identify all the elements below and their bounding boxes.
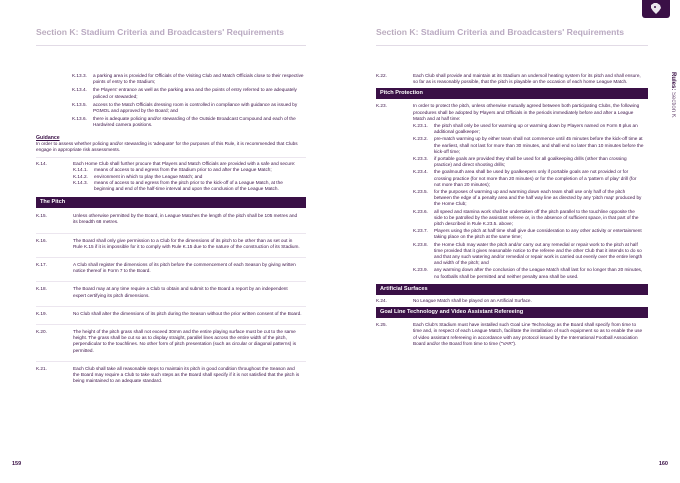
rule-k23: K.23. In order to protect the pitch, unless otherwise mutually agreed between both participating Clubs, the following procedures shall be adopted by Players and Officials in the periods immediately before and after a League Match and at half time: K.23.1. the pitch shall only be used for warming up or warming down by Players named on Form 8 plus an additional goalkeeper; K.23.2. pre-match warming up by either team shall not commence until 45 minutes before the kick-off time at the earliest, shall not last for more than 30 minutes, and shall end no later than 10 minutes before the kick-off time; K.23.3. if portable goals are provided they shall be used for all goalkeeping drills (other than crossing practice) and direct shooting drills; K.23.4. the goalmouth area shall be used by goalkeepers only if portable goals are not provided or for crossing practice (for not more than 20 minutes) or for the completion of a 'pattern of play' drill (for not more than 20 minutes); K.23.5. for the purposes of warming up and warming down each team shall use only half of the pitch between the edge of a penalty area and the half way line as directed by any 'pitch map' produced by the Home Club; K.23.6. all speed and stamina work shall be undertaken off the pitch parallel to the touchline opposite the side to be patrolled by the assistant referee or, in the absence of sufficient space, in that part of the pitch described in Rule K.23.5. above; K.23.7. Players using the pitch at half time shall give due consideration to any other activity or entertainment taking place on the pitch at the same time; K.23.8. the Home Club may water the pitch and/or carry out any remedial or repair work to the pitch at half time provided that it gives reasonable notice to the referee and the other Club that it intends to do so and that any such watering and/or remedial or repair work is carried out evenly over the entire length and width of the pitch; and K.23.9. any warming down after the conclusion of the League Match shall last for no longer than 20 minutes, no footballs shall be permitted and neither penalty area shall be used.: [376, 103, 644, 279]
page-number: 159: [12, 461, 22, 467]
guidance-text: In order to assess whether policing and/or stewarding is 'adequate' for the purposes of this Rule, it is recommended that Clubs engage in appropriate risk assessments.: [36, 140, 298, 153]
right-content: [376, 73, 648, 347]
list-item: K.23.6. all speed and stamina work shall be undertaken off the pitch parallel to the touchline opposite the side to be patrolled by the assistant referee or, in the absence of sufficient space, in that part of the pitch described in Rule K.23.5. above;: [413, 208, 639, 227]
list-item: K.23.1. the pitch shall only be used for warming up or warming down by Players named on Form 8 plus an additional goalkeeper;: [413, 123, 638, 135]
section-band-goal-line-technology: Goal Line Technology and Video Assistant Refereeing: [376, 307, 648, 318]
list-item: K.14.2. environment in which to play the League Match; and: [73, 173, 203, 179]
rule-k18: K.18. The Board may at any time require a Club to obtain and submit to the Board a report by an independent expert certifying its pitch dimensions.: [36, 281, 306, 298]
list-item: K.13.4. the Players' entrance as well as the parking area and the points of entry referred to are adequately policed or stewarded;: [72, 87, 297, 99]
k13-subitems: [36, 73, 306, 129]
section-band-the-pitch: The Pitch: [36, 197, 306, 208]
page-number: 160: [658, 461, 668, 467]
section-header: Section K: Stadium Criteria and Broadcasters' Requirements: [376, 27, 624, 37]
list-item: K.23.9. any warming down after the conclusion of the League Match shall last for no longer than 20 minutes, no footballs shall be permitted and neither penalty area shall be used.: [413, 267, 643, 279]
list-item: K.23.3. if portable goals are provided they shall be used for all goalkeeping drills (other than crossing practice) and direct shooting drills;: [413, 156, 627, 168]
lion-crest-icon: [642, 0, 670, 18]
rule-k14: K.14. Each Home Club shall further procure that Players and Match Officials are provided with a safe and secure: K.14.1. means of access to and egress from the Stadium prior to and after the League Match; K.14.2. environment in which to play the League Match; and K.14.3. means of access to and egress from the pitch prior to the kick-off of a League Match, at the beginning and end of the half-time interval and upon the conclusion of the League Match.: [36, 157, 306, 192]
rule-k24: K.24. No League Match shall be played on an Artificial Surface.: [376, 297, 532, 303]
rule-k25: K.25. Each Club's Stadium must have installed such Goal Line Technology as the Board shall specify from time to time and, in respect of each League Match, facilitate the installation of such equipment so as to enable the use of video assistant refereeing in accordance with any protocol issued by the International Football Association Board and/or the Board from time to time ("VAR").: [376, 322, 643, 346]
rule-k17: K.17. A Club shall register the dimensions of its pitch before the commencement of each Season by giving written notice thereof in Form 7 to the Board.: [36, 257, 306, 274]
list-item: K.14.3. means of access to and egress from the pitch prior to the kick-off of a League Match, at the beginning and end of the half-time interval and upon the conclusion of the League Match.: [73, 179, 283, 192]
list-item: K.13.5. access to the Match Officials dressing room is controlled in compliance with guidance as issued by PGMOL and approved by the Board; and: [72, 101, 298, 114]
list-item: K.23.7. Players using the pitch at half time shall give due consideration to any other activity or entertainment taking place on the pitch at the same time;: [413, 228, 642, 240]
guidance-title: Guidance: [36, 134, 60, 141]
list-item: K.14.1. means of access to and egress from the Stadium prior to and after the League Match;: [73, 167, 272, 173]
section-header: Section K: Stadium Criteria and Broadcasters' Requirements: [36, 27, 284, 37]
rule-k19: K.19. No Club shall alter the dimensions of its pitch during the Season without the prior written consent of the Board.: [36, 306, 306, 317]
list-item: K.13.3. a parking area is provided for Officials of the Visiting Club and Match Officials close to their respective points of entry to the Stadium;: [72, 73, 304, 85]
list-item: K.13.6. there is adequate policing and/or stewarding of the Outside Broadcast Compound and each of the Hardwired camera positions.: [72, 116, 296, 128]
header-rule: [376, 45, 648, 46]
header-rule: [36, 45, 306, 46]
list-item: K.23.4. the goalmouth area shall be used by goalkeepers only if portable goals are not provided or for crossing practice (for not more than 20 minutes) or for the completion of a 'pattern of play' drill (for not more than 20 minutes);: [413, 169, 637, 187]
rule-k20: K.20. The height of the pitch grass shall not exceed 30mm and the entire playing surface must be cut to the same height. The grass shall be cut so as to display straight, parallel lines across the entire width of the pitch, perpendicular to the touchlines. No other form of pitch presentation (such as circular or diagonal patterns) is permitted.: [36, 324, 306, 354]
rule-k21: K.21. Each Club shall take all reasonable steps to maintain its pitch in good condition throughout the Season and the Board may require a Club to take such steps as the Board shall specify if it is not satisfied that the pitch is being maintained to an adequate standard.: [36, 361, 306, 385]
section-band-artificial-surfaces: Artificial Surfaces: [376, 284, 648, 295]
side-tab[interactable]: Rules: Section K: [670, 72, 676, 118]
list-item: K.23.8. the Home Club may water the pitch and/or carry out any remedial or repair work to the pitch at half time provided that it gives reasonable notice to the referee and the other Club that it intends to do so and that any such watering and/or remedial or repair work is carried out evenly over the entire length and width of the pitch; and: [413, 241, 643, 266]
list-item: K.23.5. for the purposes of warming up and warming down each team shall use only half of the pitch between the edge of a penalty area and the half way line as directed by any 'pitch map' produced by the Home Club;: [413, 189, 642, 207]
list-item: K.23.2. pre-match warming up by either team shall not commence until 45 minutes before the kick-off time at the earliest, shall not last for more than 30 minutes, and shall end no later than 10 minutes before the kick-off time;: [413, 136, 644, 154]
right-page: [340, 0, 680, 483]
rule-k15: K.15. Unless otherwise permitted by the Board, in League Matches the length of the pitch shall be 105 metres and its breadth 68 metres.: [36, 213, 298, 225]
rule-k22: K.22. Each Club shall provide and maintain at its Stadium an undersoil heating system for its pitch and shall ensure, so far as is reasonably possible, that the pitch is playable on the occasion of each home League Match.: [376, 73, 641, 85]
section-band-pitch-protection: Pitch Protection: [376, 88, 648, 99]
left-content: [36, 73, 306, 385]
rule-k16: K.16. The Board shall only give permission to a Club for the dimensions of its pitch to be other than as set out in Rule K.15 if it is impossible for it to comply with Rule K.15 due to the nature of the construction of its Stadium.: [36, 233, 306, 250]
